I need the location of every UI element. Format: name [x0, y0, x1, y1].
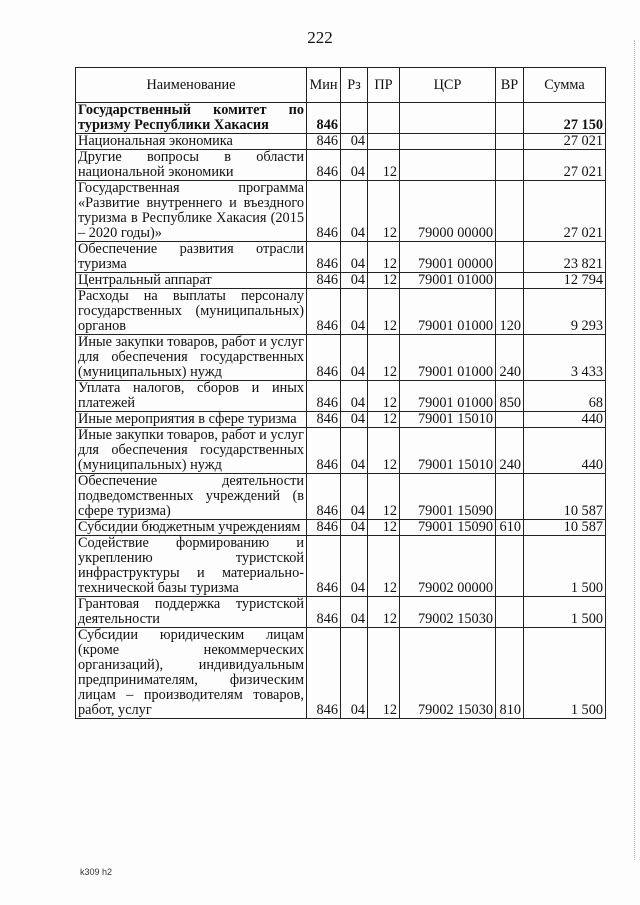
row-name: Другие вопросы в области национальной экономики	[76, 150, 307, 181]
row-min: 846	[307, 628, 341, 719]
header-name: Наименование	[76, 68, 307, 103]
row-name: Уплата налогов, сборов и иных платежей	[76, 381, 307, 412]
row-csr: 79001 01000	[400, 273, 496, 289]
row-pr	[368, 103, 400, 134]
table-row	[76, 289, 606, 335]
row-min: 846	[307, 381, 341, 412]
row-csr: 79001 15090	[400, 520, 496, 536]
table-row	[76, 242, 606, 273]
row-sum: 440	[524, 412, 606, 428]
row-rz: 04	[341, 242, 368, 273]
row-min: 846	[307, 289, 341, 335]
row-rz: 04	[341, 273, 368, 289]
row-vr	[496, 474, 524, 520]
row-vr	[496, 412, 524, 428]
row-pr: 12	[368, 597, 400, 628]
row-rz: 04	[341, 536, 368, 597]
row-rz: 04	[341, 628, 368, 719]
table-row	[76, 181, 606, 242]
row-sum: 27 150	[524, 103, 606, 134]
page-number: 222	[307, 28, 333, 47]
header-vr: ВР	[496, 68, 524, 103]
row-rz: 04	[341, 181, 368, 242]
row-sum: 1 500	[524, 536, 606, 597]
row-pr: 12	[368, 628, 400, 719]
row-sum: 12 794	[524, 273, 606, 289]
row-vr	[496, 273, 524, 289]
row-sum: 10 587	[524, 520, 606, 536]
row-pr: 12	[368, 273, 400, 289]
row-vr	[496, 181, 524, 242]
row-rz: 04	[341, 520, 368, 536]
row-min: 846	[307, 536, 341, 597]
row-csr: 79001 01000	[400, 335, 496, 381]
row-vr: 810	[496, 628, 524, 719]
row-sum: 27 021	[524, 150, 606, 181]
row-pr: 12	[368, 428, 400, 474]
row-min: 846	[307, 412, 341, 428]
row-csr: 79002 15030	[400, 597, 496, 628]
row-sum: 27 021	[524, 181, 606, 242]
row-pr: 12	[368, 181, 400, 242]
row-csr: 79001 15010	[400, 412, 496, 428]
row-sum: 3 433	[524, 335, 606, 381]
row-rz: 04	[341, 412, 368, 428]
row-vr: 610	[496, 520, 524, 536]
table-row	[76, 150, 606, 181]
row-csr: 79002 00000	[400, 536, 496, 597]
row-csr: 79001 15010	[400, 428, 496, 474]
row-pr: 12	[368, 242, 400, 273]
row-name: Государственная программа «Развитие внутреннего и въездного туризма в Республике Хакасия (2015 – 2020 годы)»	[76, 181, 307, 242]
row-csr: 79001 01000	[400, 381, 496, 412]
row-min: 846	[307, 150, 341, 181]
row-name: Содействие формированию и укреплению туристской инфраструктуры и материально-технической базы туризма	[76, 536, 307, 597]
header-rz: Рз	[341, 68, 368, 103]
table-row	[76, 412, 606, 428]
row-min: 846	[307, 134, 341, 150]
row-name: Национальная экономика	[76, 134, 307, 150]
footer-code: k309 h2	[80, 867, 113, 877]
row-min: 846	[307, 597, 341, 628]
row-sum: 1 500	[524, 628, 606, 719]
table-row	[76, 474, 606, 520]
row-vr: 120	[496, 289, 524, 335]
row-name: Грантовая поддержка туристской деятельности	[76, 597, 307, 628]
budget-table	[75, 67, 606, 719]
table-header-row	[76, 68, 606, 103]
row-rz: 04	[341, 474, 368, 520]
table-row	[76, 103, 606, 134]
table-row	[76, 381, 606, 412]
row-min: 846	[307, 335, 341, 381]
row-pr: 12	[368, 289, 400, 335]
row-rz: 04	[341, 289, 368, 335]
row-rz: 04	[341, 134, 368, 150]
row-rz	[341, 103, 368, 134]
row-min: 846	[307, 273, 341, 289]
row-sum: 1 500	[524, 597, 606, 628]
row-rz: 04	[341, 597, 368, 628]
row-pr: 12	[368, 150, 400, 181]
row-name: Иные закупки товаров, работ и услуг для обеспечения государственных (муниципальных) нужд	[76, 335, 307, 381]
table-row	[76, 428, 606, 474]
header-sum: Сумма	[524, 68, 606, 103]
table-row	[76, 520, 606, 536]
row-csr: 79000 00000	[400, 181, 496, 242]
row-name: Обеспечение деятельности подведомственных учреждений (в сфере туризма)	[76, 474, 307, 520]
row-csr	[400, 103, 496, 134]
row-min: 846	[307, 428, 341, 474]
row-csr: 79001 00000	[400, 242, 496, 273]
row-name: Иные мероприятия в сфере туризма	[76, 412, 307, 428]
row-pr: 12	[368, 412, 400, 428]
row-sum: 23 821	[524, 242, 606, 273]
table-row	[76, 134, 606, 150]
row-rz: 04	[341, 381, 368, 412]
row-min: 846	[307, 103, 341, 134]
row-pr: 12	[368, 520, 400, 536]
row-csr: 79001 15090	[400, 474, 496, 520]
row-pr: 12	[368, 536, 400, 597]
row-csr	[400, 150, 496, 181]
table-row	[76, 628, 606, 719]
row-name: Центральный аппарат	[76, 273, 307, 289]
row-sum: 9 293	[524, 289, 606, 335]
row-sum: 10 587	[524, 474, 606, 520]
row-vr	[496, 103, 524, 134]
row-vr	[496, 536, 524, 597]
scan-edge-marks	[633, 40, 635, 860]
row-rz: 04	[341, 150, 368, 181]
row-vr	[496, 134, 524, 150]
row-vr: 850	[496, 381, 524, 412]
header-min: Мин	[307, 68, 341, 103]
row-rz: 04	[341, 428, 368, 474]
row-sum: 68	[524, 381, 606, 412]
row-vr: 240	[496, 335, 524, 381]
row-min: 846	[307, 520, 341, 536]
table-row	[76, 597, 606, 628]
row-name: Субсидии юридическим лицам (кроме некоммерческих организаций), индивидуальным предпринимателям, физическим лицам – производителям товаров, работ, услуг	[76, 628, 307, 719]
table-row	[76, 273, 606, 289]
table-row	[76, 335, 606, 381]
table-row	[76, 536, 606, 597]
header-csr: ЦСР	[400, 68, 496, 103]
row-csr: 79002 15030	[400, 628, 496, 719]
row-min: 846	[307, 242, 341, 273]
row-sum: 27 021	[524, 134, 606, 150]
row-vr	[496, 242, 524, 273]
row-pr	[368, 134, 400, 150]
row-rz: 04	[341, 335, 368, 381]
row-min: 846	[307, 181, 341, 242]
row-vr	[496, 597, 524, 628]
row-pr: 12	[368, 381, 400, 412]
row-name: Субсидии бюджетным учреждениям	[76, 520, 307, 536]
row-csr	[400, 134, 496, 150]
row-pr: 12	[368, 474, 400, 520]
row-vr: 240	[496, 428, 524, 474]
header-pr: ПР	[368, 68, 400, 103]
row-name: Государственный комитет по туризму Республики Хакасия	[76, 103, 307, 134]
row-name: Расходы на выплаты персоналу государственных (муниципальных) органов	[76, 289, 307, 335]
row-sum: 440	[524, 428, 606, 474]
row-vr	[496, 150, 524, 181]
row-csr: 79001 01000	[400, 289, 496, 335]
row-name: Обеспечение развития отрасли туризма	[76, 242, 307, 273]
row-min: 846	[307, 474, 341, 520]
row-pr: 12	[368, 335, 400, 381]
row-name: Иные закупки товаров, работ и услуг для обеспечения государственных (муниципальных) нужд	[76, 428, 307, 474]
